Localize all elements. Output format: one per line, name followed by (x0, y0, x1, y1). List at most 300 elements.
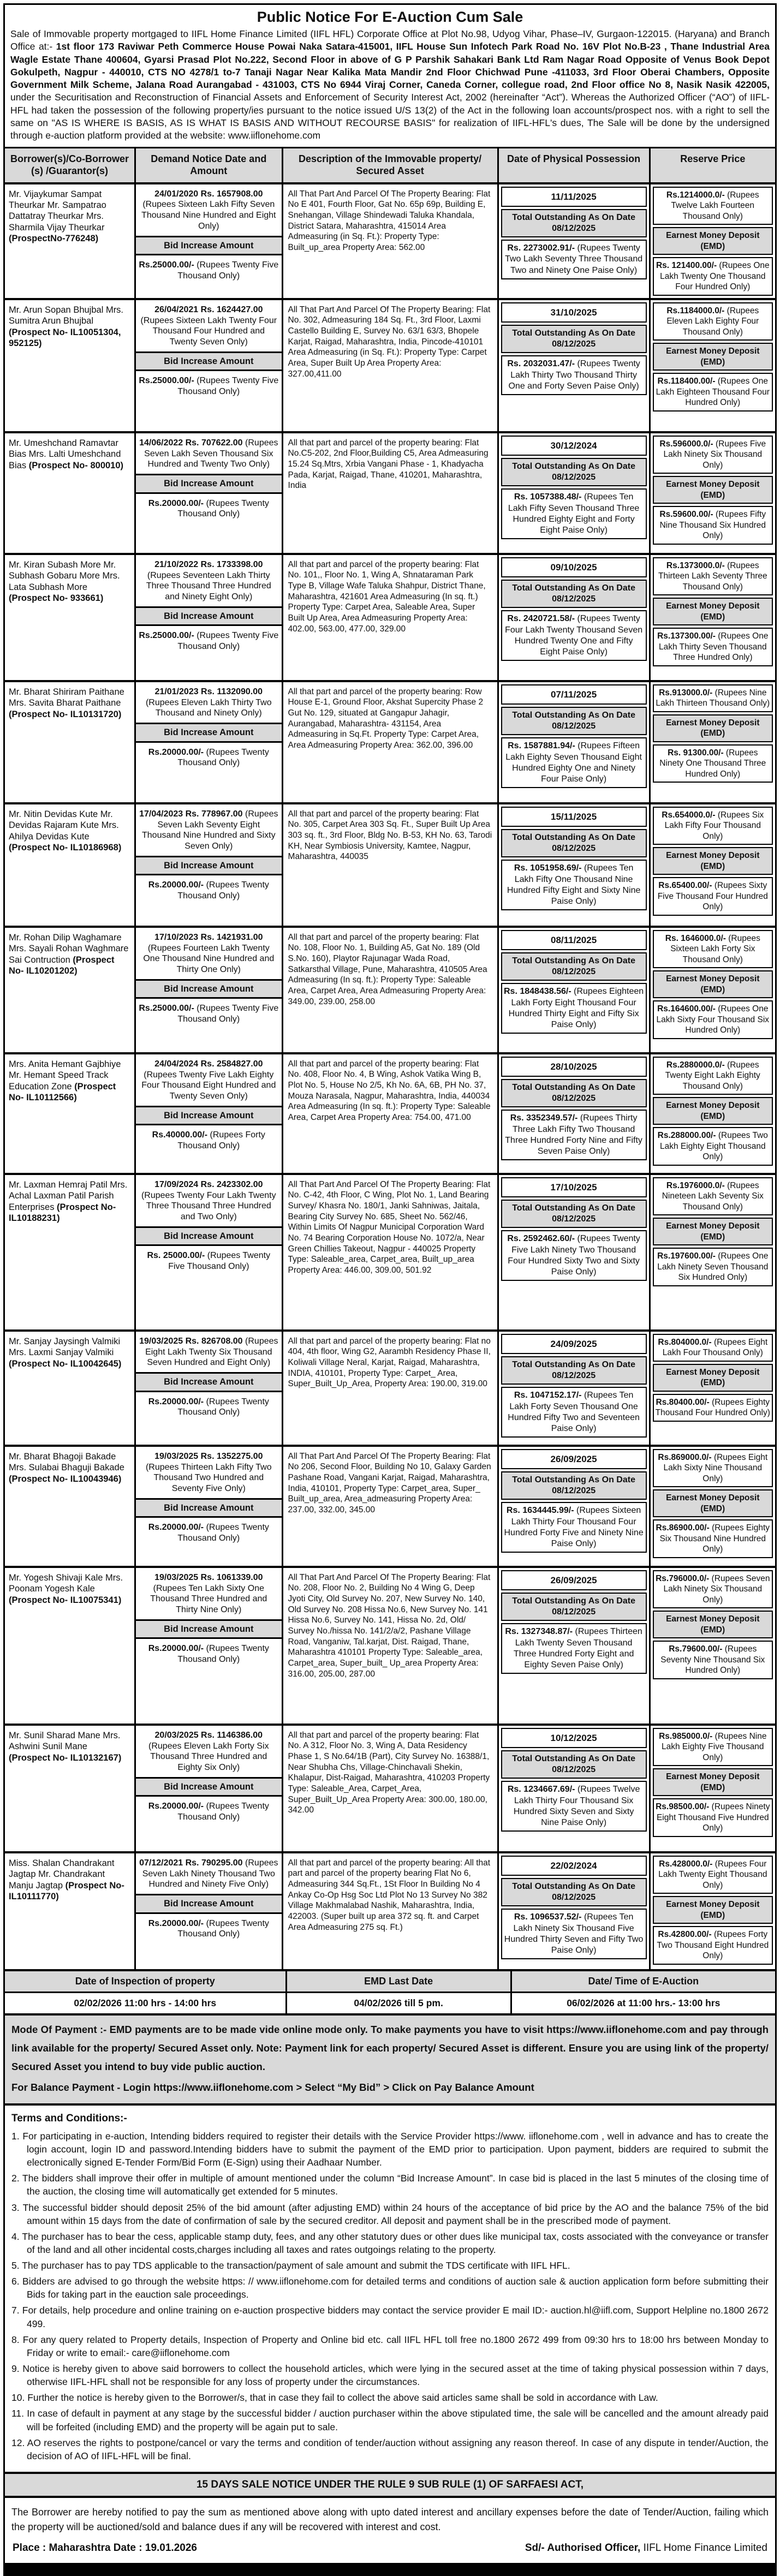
bid-increase-value (136, 1246, 282, 1277)
bid-increase-amount: Rs.20000.00/- (148, 1397, 204, 1406)
reserve-price: Rs.913000.0/- (659, 688, 713, 697)
outstanding-amount-box (501, 1909, 647, 1959)
outstanding-amount-box (501, 983, 647, 1034)
bid-increase-words: (Rupees Twenty Thousand Only) (177, 1523, 269, 1543)
demand-date-amount: 21/10/2022 Rs. 1733398.00 (154, 559, 263, 569)
bid-increase-words: (Rupees Twenty Thousand Only) (177, 1397, 269, 1417)
reserve-price-cell (649, 1726, 775, 1851)
bid-increase-words: (Rupees Forty Thousand Only) (177, 1130, 265, 1151)
place-and-date: Place : Maharashtra Date : 19.01.2026 (13, 2542, 197, 2554)
bid-increase-words: (Rupees Twenty Five Thousand Only) (177, 631, 279, 652)
borrower-names: Mr. Yogesh Shivaji Kale Mrs. Poonam Yogesh Kale (9, 1572, 123, 1594)
emd-last-date-value: 04/02/2026 till 5 pm. (285, 1993, 510, 2013)
property-description: All that part and parcel of the property bearing: Flat No. 108, Floor No. 1, Building A5, Gat No. 189 (Old S.No. 160), Playtor Rajunagar Wada Road, Satkarsthal Village, Pune, Maharashtra, 410505 Area Admeasuring (In sq. ft.): Property Type: Saleable Area, Carpet Area, Area Admeasuring Property Area: 349.00, 239.00, 258.00 (288, 932, 487, 1006)
outstanding-amount: Rs. 2420721.58/- (507, 614, 575, 624)
property-description: All that part and parcel of the property bearing: All that part and parcel of the property bearing Flat No 6, Admeasuring 344 Sq.Ft., 1St Floor In Building No 4 Ankay Co-Op Hsg Soc Ltd Plot No 13 Survey No 382 Village Makhmalabad Nashik, Maharashtra, India, 422003. (Super built up area 372 sq. ft. and Carpet Area Admeasuring 275 sq. Ft.) (288, 1858, 491, 1932)
bid-increase-value (136, 743, 282, 773)
property-description-cell (282, 1332, 497, 1445)
outstanding-amount-box (501, 355, 647, 395)
outstanding-amount: Rs. 1096537.52/- (514, 1912, 582, 1922)
borrower-names: Mr. Bharat Bhagoji Bakade Mrs. Sulabai Bhaguji Bakade (9, 1451, 124, 1473)
borrower-cell (5, 804, 134, 926)
demand-date-amount: 07/12/2021 Rs. 790295.00 (139, 1858, 243, 1868)
possession-date: 26/09/2025 (501, 1570, 647, 1590)
bid-increase-words: (Rupees Twenty Thousand Only) (177, 880, 269, 901)
emd-label: Earnest Money Deposit (EMD) (653, 847, 773, 875)
demand-amount-words: (Rupees Seven Lakh Seventy Eight Thousand Nine Hundred and Sixty Seven Only) (142, 809, 278, 851)
outstanding-amount: Rs. 1848438.56/- (504, 987, 571, 997)
demand-notice-text (136, 433, 282, 474)
property-description-cell (282, 928, 497, 1052)
emd-amount: Rs.59600.00/- (659, 510, 713, 520)
company-name: IIFL Home Finance Limited (643, 2542, 767, 2554)
page-title: Public Notice For E-Auction Cum Sale (257, 9, 523, 25)
demand-notice-text (136, 300, 282, 351)
reserve-price-cell (649, 1054, 775, 1173)
table-body (5, 182, 775, 1969)
reserve-price: Rs.1214000.0/- (666, 190, 725, 200)
outstanding-amount: Rs. 2273002.91/- (507, 243, 575, 253)
col-header-demand-notice: Demand Notice Date and Amount (134, 148, 282, 182)
emd-amount-words: (Rupees Two Lakh Eighty Eight Thousand Only) (659, 1131, 768, 1162)
property-description: All that part and parcel of the property bearing: Flat No. 408, Floor No. 4, B Wing, Ashok Vatika Wing B, Plot No. 5, House No 2/5, Kh No. 6A, 6B, PH No. 37, Mouza Narasala, Nagpur, Maharashtra, India, 440034 Area Admeasuring (In sq. ft.): Property Type: Saleable Area, Carpet Area Property Area: 754.00, 471.00 (288, 1059, 491, 1123)
col-header-possession: Date of Physical Possession (497, 148, 649, 182)
property-description-cell (282, 682, 497, 802)
emd-amount: Rs.288000.00/- (657, 1131, 716, 1141)
borrower-names: Mr. Vijaykumar Sampat Theurkar Mr. Sampatrao Dattatray Theurkar Mrs. Sharmila Vijay Theurkar (9, 189, 106, 232)
reserve-price-words: (Rupees Nine Lakh Eighty Five Thousand Only) (662, 1731, 767, 1762)
reserve-price-box (653, 436, 773, 474)
term-item: 4. The purchaser has to bear the cess, applicable stamp duty, fees, and any other statutory dues or other dues like municipal tax, costs associated with the conveyance or transfer of the land and all other incidental costs,charges including all taxes and rates outgoings relating to the property. (11, 2231, 769, 2255)
reserve-price-box (653, 1334, 773, 1362)
emd-last-date-header: EMD Last Date (285, 1971, 510, 1991)
schedule-values-row (5, 1991, 775, 2013)
emd-amount-words: (Rupees Eighty Thousand Four Hundred Only) (655, 1397, 770, 1418)
bid-increase-amount: Rs.20000.00/- (148, 880, 204, 890)
demand-amount-words: (Rupees Seven Lakh Seven Thousand Six Hundred and Twenty Two Only) (144, 438, 278, 469)
borrower-cell (5, 433, 134, 553)
demand-date-amount: 17/10/2023 Rs. 1421931.00 (154, 932, 263, 942)
emd-amount-words: (Rupees Ninety Eight Thousand Five Hundred Only) (656, 1802, 770, 1833)
outstanding-words: (Rupees Twenty Lakh Thirty Two Thousand Thirty One and Forty Seven Paise Only) (508, 359, 640, 391)
reserve-price-box (653, 1057, 773, 1095)
reserve-price-words: (Rupees Eleven Lakh Eighty Four Thousand Only) (666, 306, 759, 337)
prospect-number: (Prospect No- IL10043946) (9, 1474, 122, 1484)
emd-amount-box (653, 1798, 773, 1837)
borrower-names: Mr. Umeshchand Ramavtar Bias Mrs. Lalti Umeshchand Bias (9, 438, 121, 470)
term-item: 6. Bidders are advised to go through the website https: // www.iiflonehome.com for detailed terms and conditions of auction sale & auction application form before submitting their Bids for taking part in the eauction sale proceedings. (11, 2276, 769, 2300)
prospect-number: (Prospect No- IL10186968) (9, 843, 122, 853)
reserve-price-words: (Rupees Eight Lakh Four Thousand Only) (662, 1337, 768, 1358)
demand-date-amount: 17/09/2024 Rs. 2423302.00 (154, 1179, 263, 1189)
table-row (5, 1724, 775, 1851)
reserve-price-cell (649, 1332, 775, 1445)
reserve-price-words: (Rupees Four Lakh Twenty Eight Thousand Only) (658, 1859, 767, 1890)
outstanding-words: (Rupees Twenty Four Lakh Twenty Thousand Seven Hundred Twenty One and Fifty Eight Paise Only) (505, 614, 643, 657)
reserve-price-words: (Rupees Six Lakh Fifty Four Thousand Only) (664, 810, 764, 841)
demand-notice-text (136, 1054, 282, 1106)
reserve-price: Rs.1976000.0/- (666, 1180, 725, 1190)
possession-date: 07/11/2025 (501, 684, 647, 705)
property-description-cell (282, 1447, 497, 1566)
reserve-price-box (653, 1856, 773, 1894)
reserve-price-cell (649, 433, 775, 553)
reserve-price-words: (Rupees Nineteen Lakh Seventy Six Thousand Only) (662, 1180, 764, 1212)
col-header-reserve-price: Reserve Price (649, 148, 775, 182)
bid-increase-words: (Rupees Twenty Thousand Only) (177, 498, 269, 519)
table-row (5, 182, 775, 298)
table-row (5, 1173, 775, 1329)
emd-amount: Rs.137300.00/- (657, 631, 716, 641)
emd-amount: Rs.98500.00/- (656, 1802, 710, 1812)
demand-notice-cell (134, 184, 282, 298)
bid-increase-value (136, 255, 282, 286)
outstanding-label: Total Outstanding As On Date 08/12/2025 (501, 707, 647, 735)
reserve-price: Rs.796000.0/- (656, 1573, 710, 1583)
col-header-description: Description of the Immovable property/ Secured Asset (282, 148, 497, 182)
bid-increase-label: Bid Increase Amount (136, 1777, 282, 1797)
reserve-price-words: (Rupees Twelve Lakh Fourteen Thousand Only) (671, 190, 759, 221)
reserve-price-cell (649, 1568, 775, 1724)
borrower-cell (5, 1853, 134, 1969)
possession-cell (497, 1332, 649, 1445)
bid-increase-label: Bid Increase Amount (136, 351, 282, 371)
demand-notice-cell (134, 804, 282, 926)
term-item: 1. For participating in e-auction, Intending bidders required to register their details with the Service Provider https://www. iiflonehome.com , well in advance and has to create the login account, login ID and password.Intending bidders have to submit the payment of the EMD prior to participation. Upon payment, bidders are required to submit the electronically signed E-Tender Form/Bid Form (E-Sign) using their Aadhaar Number. (11, 2130, 769, 2168)
emd-amount-box (653, 877, 773, 916)
schedule-header-row (5, 1969, 775, 1991)
reserve-price-box (653, 1570, 773, 1609)
intro-branch-offices: 1st floor 173 Raviwar Peth Commerce House Powai Naka Satara-415001, IIFL House Sun Infotech Park Road No. 16V Plot No.B-23 , Thane Industrial Area Wagle Estate Thane 400604, Gyarsi Prasad Plot No.222, Second Floor in above of G P Parshik Sahakari Bank Ltd Ram Nagar Road Opposite of Venus Book Depot Gokulpeth, Nagpur - 440010, CTS NO 4278/1 to-7 Tanaji Nagar Near Kalika Mata Mandir 2nd Floor Chichwad Pune -411033, 3rd Floor Oberai Chambers, Opposite Government Milk Scheme, Jalana Road Aurangabad - 431003, CTS No 6944 Viraj Corner, Caneda Corner, collegue road, 2nd Floor office No 8, Nasik Nasik 422005, (10, 41, 770, 91)
possession-cell (497, 1853, 649, 1969)
emd-amount-box (653, 744, 773, 783)
emd-amount-box (653, 1926, 773, 1965)
reserve-price-box (653, 1728, 773, 1767)
borrower-names: Mr. Kiran Subash More Mr. Subhash Gobaru More Mrs. Lata Subhash More (9, 559, 120, 592)
demand-notice-text (136, 555, 282, 606)
demand-notice-text (136, 1568, 282, 1619)
demand-date-amount: 19/03/2025 Rs. 826708.00 (139, 1336, 243, 1346)
possession-cell (497, 804, 649, 926)
reserve-price-box (653, 807, 773, 845)
prospect-number: (Prospect No- IL10112566) (9, 1081, 116, 1103)
term-item: 7. For details, help procedure and online training on e-auction prospective bidders may contact the service provider E mail ID:- auction.hl@iifl.com, Support Helpline no.1800 2672 499. (11, 2305, 769, 2329)
emd-amount: Rs. 121400.00/- (656, 261, 717, 271)
emd-label: Earnest Money Deposit (EMD) (653, 343, 773, 371)
emd-amount-words: (Rupees Eighty Six Thousand Nine Hundred Only) (659, 1523, 770, 1554)
demand-notice-cell (134, 300, 282, 431)
bid-increase-label: Bid Increase Amount (136, 1226, 282, 1246)
outstanding-label: Total Outstanding As On Date 08/12/2025 (501, 1200, 647, 1228)
borrower-cell (5, 555, 134, 680)
prospect-number: (ProspectNo-776248) (9, 234, 99, 244)
demand-amount-words: (Rupees Sixteen Lakh Fifty Seven Thousand Nine Hundred and Eight Only) (141, 200, 276, 231)
emd-amount-words: (Rupees Seventy Nine Thousand Six Hundred Only) (660, 1644, 765, 1675)
emd-label: Earnest Money Deposit (EMD) (653, 1896, 773, 1924)
demand-amount-words: (Rupees Seventeen Lakh Thirty Three Thousand Three Hundred and Ninety Eight Only) (146, 570, 271, 602)
demand-notice-text (136, 184, 282, 236)
table-row (5, 680, 775, 802)
outstanding-label: Total Outstanding As On Date 08/12/2025 (501, 458, 647, 486)
reserve-price-box (653, 187, 773, 225)
reserve-price: Rs.428000.0/- (659, 1859, 713, 1869)
balance-payment-instruction: For Balance Payment - Login https://www.iiflonehome.com > Select “My Bid” > Click on Pay Balance Amount (11, 2082, 534, 2094)
reserve-price-cell (649, 555, 775, 680)
reserve-price: Rs.2880000.0/- (666, 1060, 725, 1070)
property-description-cell (282, 555, 497, 680)
emd-amount: Rs.42800.00/- (658, 1930, 712, 1940)
reserve-price-words: (Rupees Eight Lakh Sixty Nine Thousand Only) (663, 1452, 768, 1483)
prospect-number: (Prospect No- IL10042645) (9, 1358, 122, 1369)
prospect-number: (Prospect No- 933661) (9, 593, 104, 604)
outstanding-words: (Rupees Ten Lakh Fifty One Thousand Nine Hundred Fifty Eight and Sixty Nine Paise Only) (507, 863, 641, 906)
bid-increase-amount: Rs.20000.00/- (148, 747, 204, 757)
outstanding-words: (Rupees Thirteen Lakh Twenty Seven Thousand Three Hundred Forty Eight and Eighty Seven Paise Only) (513, 1627, 642, 1669)
possession-date: 31/10/2025 (501, 302, 647, 323)
emd-amount: Rs.65400.00/- (658, 881, 712, 891)
emd-amount-box (653, 1641, 773, 1679)
demand-notice-cell (134, 555, 282, 680)
emd-amount-words: (Rupees Forty Two Thousand Eight Hundred Only) (657, 1930, 769, 1961)
emd-amount-box (653, 1127, 773, 1166)
reserve-price-box (653, 302, 773, 341)
outstanding-amount-box (501, 1387, 647, 1438)
eauction-datetime-header: Date/ Time of E-Auction (510, 1971, 775, 1991)
emd-amount: Rs. 91300.00/- (668, 748, 724, 758)
outstanding-words: (Rupees Ten Lakh Forty Seven Thousand One Hundred Fifty Two and Seventeen Paise Only) (508, 1391, 640, 1433)
outstanding-label: Total Outstanding As On Date 08/12/2025 (501, 1878, 647, 1906)
table-row (5, 1566, 775, 1724)
bid-increase-label: Bid Increase Amount (136, 979, 282, 999)
demand-notice-text (136, 928, 282, 979)
outstanding-amount-box (501, 1502, 647, 1553)
emd-label: Earnest Money Deposit (EMD) (653, 1489, 773, 1517)
reserve-price-words: (Rupees Five Lakh Ninety Six Thousand Only) (663, 439, 766, 470)
borrower-notification: The Borrower are hereby notified to pay the sum as mentioned above along with upto dated interest and ancillary expenses before the date of Tender/Auction, failing which the property will be auctioned/sold and balance dues if any will be recovered with interest and cost. (11, 2507, 769, 2533)
bid-increase-amount: Rs.25000.00/- (139, 631, 194, 641)
reserve-price-words: (Rupees Nine Lakh Thirteen Thousand Only) (656, 688, 770, 708)
demand-date-amount: 17/04/2023 Rs. 778967.00 (139, 809, 243, 819)
emd-amount-box (653, 373, 773, 412)
intro-segment-3: under the Securitisation and Reconstruction of Financial Assets and Enforcement of Security Interest Act, 2002 (hereinafter “Act”). Whereas the Authorized Officer (“AO”) of IIFL-HFL had taken the possession of the following property/ies pursuant to the notice issued U/S 13(2) of the Act in the following loan accounts/prospect nos. with a right to sell the same on "AS IS WHERE IS BASIS, AS IS WHAT IS BASIS AND WITHOUT RECOURSE BASIS" for realization of IIFL-HFL's dues, The Sale will be done by the undersigned through e-auction platform provided at the website: www.iiflonehome.com (10, 92, 770, 141)
borrower-names: Mr. Laxman Hemraj Patil Mrs. Achal Laxman Patil Parish Enterprises (9, 1179, 128, 1212)
outstanding-amount: Rs. 2592462.60/- (507, 1234, 575, 1244)
emd-label: Earnest Money Deposit (EMD) (653, 227, 773, 255)
reserve-price: Rs. 1646000.0/- (665, 933, 726, 943)
demand-notice-cell (134, 928, 282, 1052)
emd-amount: Rs.197600.00/- (657, 1251, 716, 1261)
bid-increase-amount: Rs.20000.00/- (148, 498, 204, 508)
bid-increase-label: Bid Increase Amount (136, 1619, 282, 1639)
borrower-names: Mr. Nitin Devidas Kute Mr. Devidas Rajaram Kute Mrs. Ahilya Devidas Kute (9, 809, 119, 842)
demand-amount-words: (Rupees Fourteen Lakh Twenty One Thousand Nine Hundred and Thirty One Only) (143, 943, 275, 975)
reserve-price: Rs.869000.0/- (658, 1452, 712, 1462)
footer-line (5, 2537, 775, 2563)
outstanding-amount: Rs. 1234667.69/- (507, 1785, 575, 1794)
reserve-price-cell (649, 928, 775, 1052)
bid-increase-label: Bid Increase Amount (136, 1106, 282, 1125)
outstanding-amount: Rs. 1634445.99/- (506, 1506, 574, 1516)
intro-paragraph (5, 27, 775, 147)
reserve-price-box (653, 1449, 773, 1488)
outstanding-words: (Rupees Twelve Lakh Thirty Four Thousand Six Hundred Sixty Seven and Sixty Nine Paise Only) (513, 1785, 640, 1827)
emd-amount-words: (Rupees One Lakh Twenty One Thousand Four Hundred Only) (660, 261, 770, 292)
emd-amount-words: (Rupees Ninety One Thousand Three Hundred Only) (659, 748, 766, 779)
bid-increase-value (136, 626, 282, 657)
bid-increase-words: (Rupees Twenty Five Thousand Only) (177, 1004, 279, 1024)
demand-notice-text (136, 682, 282, 723)
reserve-price: Rs.596000.0/- (659, 439, 713, 449)
outstanding-label: Total Outstanding As On Date 08/12/2025 (501, 952, 647, 981)
outstanding-words: (Rupees Twenty Five Lakh Ninety Two Thousand Four Hundred Sixty Two and Sixty Paise Only) (508, 1234, 640, 1277)
bid-increase-value (136, 1639, 282, 1669)
bid-increase-value (136, 1125, 282, 1156)
property-description: All that part and parcel of the property bearing: Row House E-1, Ground Floor, Akshat Supercity Phase 2 Gut No. 129, situated at Gangapur Jahagir, Aurangabad, Maharashtra- 431154, Area Admeasuring in Sq.Ft. Property Type: Carpet Area, Area Admeasuring Property Area: 362.00, 396.00 (288, 687, 484, 750)
possession-cell (497, 1447, 649, 1566)
bid-increase-words: (Rupees Twenty Thousand Only) (177, 1802, 269, 1822)
bid-increase-label: Bid Increase Amount (136, 236, 282, 255)
borrower-names: Miss. Shalan Chandrakant Jagtap Mr. Chandrakant Manju Jagtap (9, 1858, 115, 1891)
possession-date: 10/12/2025 (501, 1728, 647, 1748)
emd-amount-words: (Rupees One Lakh Thirty Seven Thousand Three Hundred Only) (658, 631, 769, 663)
eauction-datetime-value: 06/02/2026 at 11:00 hrs.- 13:00 hrs (510, 1993, 775, 2013)
demand-date-amount: 19/03/2025 Rs. 1061339.00 (154, 1572, 263, 1582)
demand-amount-words: (Rupees Eleven Lakh Forty Six Thousand Three Hundred and Eighty Six Only) (148, 1741, 269, 1773)
outstanding-amount: Rs. 1047152.17/- (514, 1391, 582, 1400)
emd-amount-box (653, 628, 773, 666)
bid-increase-amount: Rs.20000.00/- (148, 1644, 204, 1654)
bid-increase-label: Bid Increase Amount (136, 474, 282, 493)
emd-amount-box (653, 1248, 773, 1286)
emd-amount-box (653, 506, 773, 545)
property-description: All That Part And Parcel Of The Property Bearing: Flat No 206, Second Floor, Building No 10, Galaxy Garden Pashane Road, Vangani Karjat, Raigad, Maharashtra, India, 410101, Property Type: Carpet_area, Super_ Built_up_area, Area_admeasuring Property Area: 237.00, 332.00, 345.00 (288, 1451, 491, 1515)
outstanding-amount-box (501, 860, 647, 910)
reserve-price-cell (649, 1175, 775, 1329)
demand-notice-text (136, 1726, 282, 1777)
bid-increase-amount: Rs.25000.00/- (139, 1004, 194, 1013)
emd-amount: Rs.86900.00/- (656, 1523, 710, 1533)
demand-notice-text (136, 1447, 282, 1498)
demand-amount-words: (Rupees Seven Lakh Ninety Thousand Two Hundred and Ninety Five Only) (142, 1858, 278, 1889)
demand-notice-text (136, 1332, 282, 1372)
property-description-cell (282, 300, 497, 431)
prospect-number: (Prospect No- IL10132167) (9, 1752, 122, 1763)
possession-date: 24/09/2025 (501, 1334, 647, 1354)
emd-amount-words: (Rupees Fifty Nine Thousand Six Hundred Only) (659, 510, 766, 541)
authorised-officer-signature: Sd/- Authorised Officer, (525, 2542, 641, 2554)
borrower-cell (5, 300, 134, 431)
borrower-cell (5, 1726, 134, 1851)
bid-increase-amount: Rs.25000.00/- (139, 260, 194, 270)
table-row (5, 1445, 775, 1566)
property-description: All That Part And Parcel Of The Property Bearing: Flat No. C-42, 4th Floor, C Wing, Plot No. 1, Land Bearing Survey/ Khasra No. 180/1, Janki Sahniwas, Jaitala, Bearing City Survey No. 685, Sheet No. 562/46, Within Limits Of Nagpur Municipal Corporation Ward No. 74 Bearing Corporation House No. 1072/a, Near Green Chillies Takeout, Nagpur - 440025 Property Type: Saleable_area, Carpet_area, Built_up_area Property Area: 446.00, 309.00, 501.92 (288, 1179, 491, 1275)
emd-amount-box (653, 257, 773, 296)
bid-increase-amount: Rs.20000.00/- (148, 1918, 204, 1928)
demand-amount-words: (Rupees Ten Lakh Sixty One Thousand Three Hundred and Thirty Nine Only) (150, 1583, 267, 1615)
terms-and-conditions (5, 2103, 775, 2472)
property-description-cell (282, 1568, 497, 1724)
reserve-price-cell (649, 804, 775, 926)
demand-notice-cell (134, 1175, 282, 1329)
possession-cell (497, 184, 649, 298)
prospect-number: (Prospect No- IL10111770) (9, 1880, 124, 1902)
reserve-price-box (653, 557, 773, 596)
demand-amount-words: (Rupees Eleven Lakh Thirty Two Thousand and Ninety Only) (145, 697, 272, 718)
prospect-number: (Prospect No- IL10075341) (9, 1595, 122, 1605)
property-description-cell (282, 433, 497, 553)
borrower-names: Mr. Rohan Dilip Waghamare Mrs. Sayali Rohan Waghmare Sai Contruction (9, 932, 129, 965)
bid-increase-amount: Rs.20000.00/- (148, 1523, 204, 1533)
outstanding-words: (Rupees Ten Lakh Fifty Seven Thousand Three Hundred Eighty Eight and Forty Eight Paise Only) (508, 492, 640, 535)
emd-amount-box (653, 1519, 773, 1558)
outstanding-amount-box (501, 1623, 647, 1674)
emd-amount: Rs.164600.00/- (657, 1004, 716, 1014)
borrower-names: Mr. Sunil Sharad Mane Mrs. Ashwini Sunil Mane (9, 1730, 121, 1752)
possession-cell (497, 928, 649, 1052)
emd-amount-box (653, 1000, 773, 1039)
outstanding-label: Total Outstanding As On Date 08/12/2025 (501, 1593, 647, 1621)
possession-cell (497, 1175, 649, 1329)
borrower-names: Mrs. Anita Hemant Gajbhiye Mr. Hemant Speed Track Education Zone (9, 1059, 121, 1092)
demand-notice-cell (134, 1568, 282, 1724)
outstanding-amount-box (501, 610, 647, 661)
property-description: All that part and parcel of the property bearing: Flat No.C5-202, 2nd Floor,Building C5, Area Admeasuring 15.24 Sq.Mtrs, Xrbia Vangani Phase - 1, Khadyacha Pada, Karjat, Raigad, Thane, 410201, Maharashtra, India (288, 438, 489, 491)
signature-block (525, 2542, 767, 2554)
prospect-number: (Prospect No- 800010) (28, 460, 124, 470)
emd-label: Earnest Money Deposit (EMD) (653, 598, 773, 625)
bid-increase-words: (Rupees Twenty Thousand Only) (177, 1644, 269, 1665)
emd-amount-words: (Rupees Sixty Five Thousand Four Hundred Only) (657, 881, 768, 912)
bid-increase-value (136, 494, 282, 524)
demand-notice-cell (134, 433, 282, 553)
emd-label: Earnest Money Deposit (EMD) (653, 1364, 773, 1392)
outstanding-label: Total Outstanding As On Date 08/12/2025 (501, 209, 647, 237)
outstanding-words: (Rupees Ten Lakh Ninety Six Thousand Five Hundred Thirty Seven and Fifty Two Paise Only) (504, 1912, 644, 1955)
demand-amount-words: (Rupees Sixteen Lakh Twenty Four Thousand Four Hundred and Twenty Seven Only) (140, 315, 277, 347)
term-item: 8. For any query related to Property details, Inspection of Property and Online bid etc. call IIFL HFL toll free no.1800 2672 499 from 09:30 hrs to 18:00 hrs between Monday to Friday or write to email:- care@iiflonehome.com (11, 2334, 769, 2358)
reserve-price-words: (Rupees Sixteen Lakh Forty Six Thousand Only) (670, 933, 760, 964)
possession-date: 15/11/2025 (501, 807, 647, 827)
emd-label: Earnest Money Deposit (EMD) (653, 1097, 773, 1125)
possession-date: 08/11/2025 (501, 930, 647, 950)
demand-amount-words: (Rupees Eight Lakh Twenty Six Thousand Seven Hundred and Eight Only) (145, 1336, 278, 1368)
bid-increase-value (136, 371, 282, 402)
outstanding-label: Total Outstanding As On Date 08/12/2025 (501, 829, 647, 857)
possession-cell (497, 1726, 649, 1851)
borrower-cell (5, 184, 134, 298)
prospect-number: (Prospect No- IL10188231) (9, 1202, 116, 1224)
bid-increase-words: (Rupees Twenty Five Thousand Only) (168, 1251, 271, 1272)
outstanding-amount: Rs. 1587881.94/- (508, 741, 575, 751)
property-description: All that part and parcel of the property bearing: Flat No. 305, Carpet Area 303 Sq. Ft., Super Built Up Area 303 sq. ft., 3rd Floor, Bldg No. B-53, KH No. 63, Tarodi KH, Near Symbiosis University, Kamtee, Nagpur, Maharashtra, 440035 (288, 809, 492, 862)
bid-increase-amount: Rs. 25000.00/- (147, 1251, 205, 1261)
outstanding-amount-box (501, 240, 647, 279)
outstanding-words: (Rupees Thirty Three Lakh Fifty Two Thousand Three Hundred Forty Nine and Fifty Seven Paise Only) (505, 1113, 642, 1156)
emd-label: Earnest Money Deposit (EMD) (653, 714, 773, 742)
property-description: All that part and parcel of the property bearing: Flat no 404, 4th floor, Wing G2, Aarambh Residency Phase II, Koliwali Village Neral, Karjat, Raigad, Maharashtra, INDIA, 410101, Property Type: Carpet_ Area, Super_Built_Up_Area, Property Area: 190.00, 319.00 (288, 1336, 491, 1389)
mode-of-payment-text (11, 2020, 769, 2077)
bid-increase-label: Bid Increase Amount (136, 606, 282, 626)
mode-of-payment-label: Mode Of Payment :- (11, 2023, 107, 2035)
reserve-price-cell (649, 1447, 775, 1566)
bid-increase-label: Bid Increase Amount (136, 1894, 282, 1913)
property-description: All That Part And Parcel Of The Property Bearing: Flat No. 302, Admeasuring 184 Sq. Ft., 3rd Floor, Laxmi Castello Building E, Survey No. 63/1 63/3, Bhopele Karjat, Raigad, Maharashtra, India, Pincode-410101 Area Admeasuring (in Sq. Ft.): Property Type: Carpet Area, Super Built Up Area Property Area: 327.00,411.00 (288, 305, 491, 379)
property-description-cell (282, 1175, 497, 1329)
outstanding-amount: Rs. 2032031.47/- (507, 359, 575, 369)
possession-date: 26/09/2025 (501, 1449, 647, 1469)
possession-cell (497, 555, 649, 680)
reserve-price-box (653, 1177, 773, 1216)
